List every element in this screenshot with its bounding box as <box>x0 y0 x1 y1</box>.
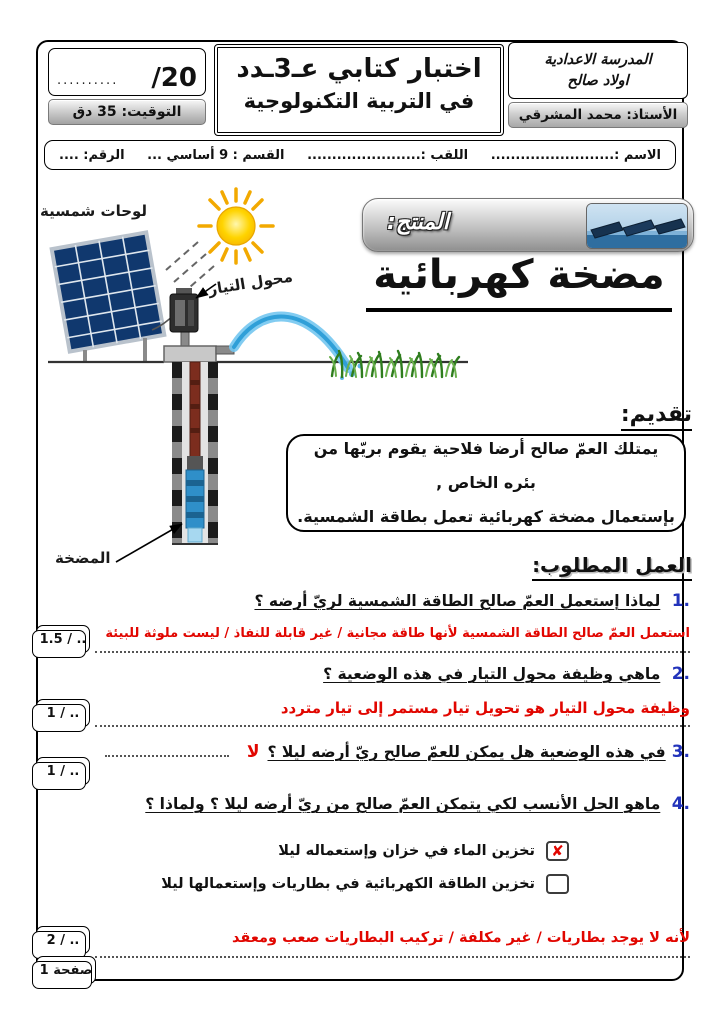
answer-1-text: استعمل العمّ صالح الطاقة الشمسية لأنها طاقة مجانية / غير قابلة للنفاذ / ليست ملوثة للبيئة <box>105 626 690 641</box>
score-3-value: 1 / .. <box>46 763 80 779</box>
option-1-checkbox[interactable] <box>546 841 569 861</box>
answer-3-text: لا <box>246 742 260 762</box>
grade-time-box <box>48 48 206 125</box>
grade-total: /20 <box>151 63 197 93</box>
question-2 <box>95 664 690 684</box>
pump-label: المضخة <box>55 549 111 567</box>
sun-rays-dashed <box>166 242 214 294</box>
intro-text-box <box>286 434 686 532</box>
score-4-value: 2 / .. <box>46 932 80 948</box>
intro-heading: تقديم: <box>621 402 692 431</box>
score-1-value: 1.5 / .. <box>39 631 87 647</box>
checkbox-x-mark: ✘ <box>551 841 564 860</box>
work-heading: العمل المطلوب: <box>532 553 692 581</box>
school-name <box>508 42 688 99</box>
question-1-number: 1. <box>671 591 690 611</box>
score-box-3 <box>36 757 90 785</box>
school-header-box <box>508 42 688 128</box>
score-box-1 <box>36 625 90 653</box>
question-4-number: 4. <box>671 794 690 814</box>
answer-2-line <box>95 691 690 727</box>
grade-dots: .......... <box>57 73 119 88</box>
page-number-box <box>36 956 96 984</box>
duration-label: التوقيت: 35 دق <box>48 99 206 125</box>
answer-2-text: وظيفة محول التيار هو تحويل تيار مستمر إلى تيار متردد <box>280 699 690 717</box>
sun-icon <box>199 189 273 263</box>
exam-title-box <box>214 44 504 136</box>
student-number-field: الرقم: .... <box>59 147 125 163</box>
option-2-label: تخزين الطاقة الكهربائية في بطاريات وإستعمالها ليلا <box>161 876 535 892</box>
student-info-row <box>44 140 676 170</box>
exam-title-line2: في التربية التكنولوجية <box>243 89 475 113</box>
teacher-name: الأستاذ: محمد المشرقي <box>508 102 688 128</box>
question-2-number: 2. <box>671 664 690 684</box>
option-1-row <box>278 841 569 861</box>
grade-box <box>48 48 206 96</box>
school-name-line2: اولاد صالح <box>567 73 629 89</box>
converter-label: محول التيار <box>207 267 294 299</box>
question-1 <box>95 591 690 611</box>
school-name-line1: المدرسة الاعدادية <box>544 52 652 68</box>
score-box-4 <box>36 926 90 954</box>
product-banner <box>362 198 694 252</box>
exam-title-line1: اختبار كتابي عـ3ـدد <box>236 54 482 84</box>
question-4-text: ماهو الحل الأنسب لكي يتمكن العمّ صالح من ريّ أرضه ليلا ؟ ولماذا ؟ <box>145 795 661 813</box>
score-box-2 <box>36 699 90 727</box>
question-3-text: في هذه الوضعية هل يمكن للعمّ صالح ريّ أرضه ليلا ؟ <box>267 743 666 761</box>
question-3-number: 3. <box>671 742 690 762</box>
well-pump-illustration <box>164 346 234 544</box>
solar-panels-label: لوحات شمسية <box>40 202 148 220</box>
product-label: المنتج: <box>387 210 449 235</box>
student-name-field: الاسم :......................... <box>490 147 661 163</box>
score-2-value: 1 / .. <box>46 705 80 721</box>
question-1-text: لماذا إستعمل العمّ صالح الطاقة الشمسية لريّ أرضه ؟ <box>254 592 661 610</box>
product-photo <box>586 203 688 249</box>
option-2-row <box>161 874 569 894</box>
student-class-field: القسم : 9 أساسي ... <box>147 147 285 163</box>
student-surname-field: اللقب :....................... <box>307 147 469 163</box>
converter-illustration <box>170 288 198 348</box>
solar-panel-illustration <box>52 232 165 362</box>
question-2-text: ماهي وظيفة محول التيار في هذه الوضعية ؟ <box>323 665 661 683</box>
product-title: مضخة كهربائية <box>366 252 672 312</box>
answer-1-line <box>95 617 690 653</box>
intro-line2: بإستعمال مضخة كهربائية تعمل بطاقة الشمسية. <box>297 507 675 526</box>
page-number: صفحة 1 <box>39 962 93 978</box>
dotted-leader <box>105 751 229 757</box>
option-1-label: تخزين الماء في خزان وإستعماله ليلا <box>278 843 535 859</box>
option-2-checkbox[interactable] <box>546 874 569 894</box>
answer-4-text: لأنه لا يوجد بطاريات / غير مكلفة / تركيب البطاريات صعب ومعقد <box>232 930 690 946</box>
question-4 <box>95 794 690 814</box>
answer-4-line <box>95 920 690 958</box>
intro-line1: يمتلك العمّ صالح أرضا فلاحية يقوم بريّها من بئره الخاص , <box>313 439 659 492</box>
question-3 <box>95 742 690 762</box>
